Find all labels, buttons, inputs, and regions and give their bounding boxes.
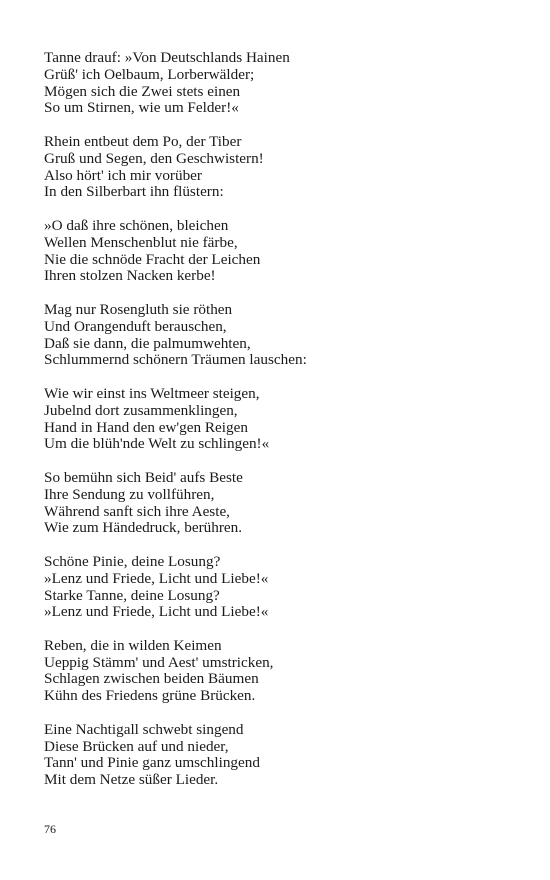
- poem-line: Schlagen zwischen beiden Bäumen: [44, 670, 259, 688]
- poem-line: Hand in Hand den ew'gen Reigen: [44, 418, 248, 436]
- poem-line: Mögen sich die Zwei stets einen: [44, 82, 241, 100]
- poem-line: So um Stirnen, wie um Felder!«: [44, 99, 239, 117]
- poem-line: Schlummernd schönern Träumen lauschen:: [44, 351, 307, 369]
- poem-line: Nie die schnöde Fracht der Leichen: [44, 250, 261, 268]
- page-number: 76: [44, 822, 56, 836]
- poem-line: Tann' und Pinie ganz umschlingend: [44, 754, 260, 772]
- poem-line: Reben, die in wilden Keimen: [44, 636, 222, 654]
- stanza-3: [44, 218, 514, 285]
- poem-line: Wie zum Händedruck, berühren.: [44, 519, 243, 537]
- poem-line: Wellen Menschenblut nie färbe,: [44, 233, 238, 251]
- poem-line: Tanne drauf: »Von Deutschlands Hainen: [44, 49, 290, 66]
- stanza-4: [44, 302, 514, 369]
- poem-line: Eine Nachtigall schwebt singend: [44, 720, 244, 738]
- poem-line: So bemühn sich Beid' aufs Beste: [44, 468, 243, 486]
- poem-line: Wie wir einst ins Weltmeer steigen,: [44, 384, 260, 402]
- stanza-2: [44, 134, 514, 201]
- poem-line: Kühn des Friedens grüne Brücken.: [44, 687, 256, 705]
- poem-line: Rhein entbeut dem Po, der Tiber: [44, 132, 242, 150]
- poem-line: Daß sie dann, die palmumwehten,: [44, 334, 251, 352]
- poem-line: Jubelnd dort zusammenklingen,: [44, 401, 238, 419]
- poem-line: Während sanft sich ihre Aeste,: [44, 502, 230, 520]
- poem-line: Um die blüh'nde Welt zu schlingen!«: [44, 435, 270, 453]
- poem-line: Ihren stolzen Nacken kerbe!: [44, 267, 216, 285]
- poem-line: Ueppig Stämm' und Aest' umstricken,: [44, 653, 274, 671]
- poem-line: Starke Tanne, deine Losung?: [44, 586, 220, 604]
- stanza-9: [44, 722, 514, 789]
- poem-line: Gruß und Segen, den Geschwistern!: [44, 149, 264, 167]
- poem-line: Und Orangenduft berauschen,: [44, 317, 227, 335]
- poem-line: »O daß ihre schönen, bleichen: [44, 216, 229, 234]
- poem-line: Diese Brücken auf und nieder,: [44, 737, 229, 755]
- poem-line: »Lenz und Friede, Licht und Liebe!«: [44, 569, 269, 587]
- stanza-6: [44, 470, 514, 537]
- stanza-1: [44, 50, 514, 117]
- poem-line: Also hört' ich mir vorüber: [44, 166, 202, 184]
- poem-body: [44, 50, 514, 806]
- stanza-5: [44, 386, 514, 453]
- stanza-8: [44, 638, 514, 705]
- poem-line: Grüß' ich Oelbaum, Lorberwälder;: [44, 65, 255, 83]
- poem-line: Mit dem Netze süßer Lieder.: [44, 771, 219, 789]
- poem-line: Ihre Sendung zu vollführen,: [44, 485, 215, 503]
- poem-line: »Lenz und Friede, Licht und Liebe!«: [44, 603, 269, 621]
- poem-line: Mag nur Rosengluth sie röthen: [44, 300, 233, 318]
- stanza-7: [44, 554, 514, 621]
- poem-line: In den Silberbart ihn flüstern:: [44, 183, 224, 201]
- poem-line: Schöne Pinie, deine Losung?: [44, 552, 221, 570]
